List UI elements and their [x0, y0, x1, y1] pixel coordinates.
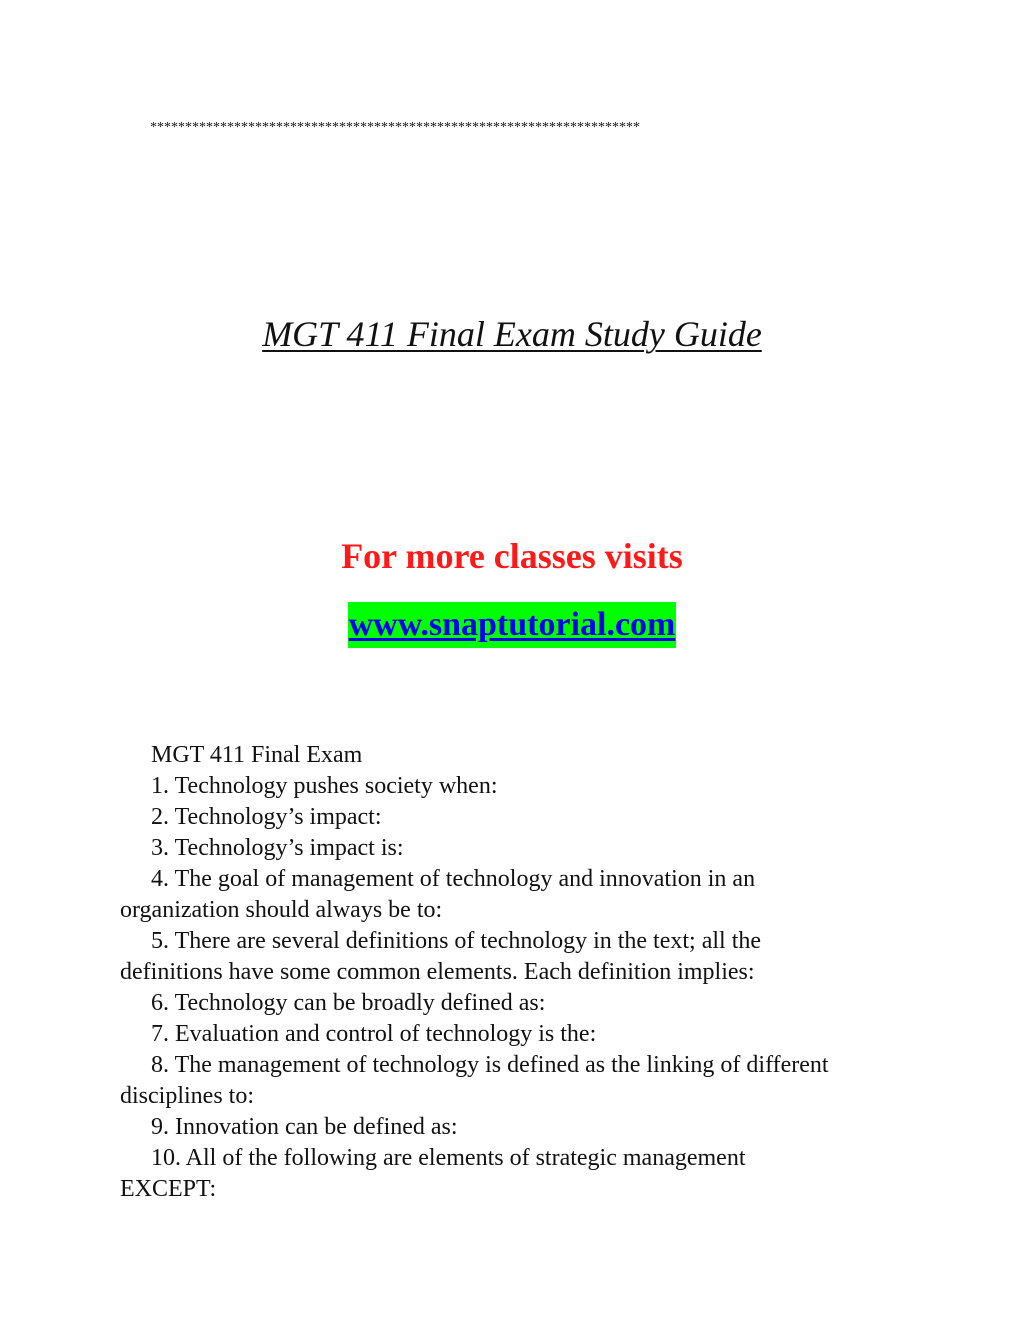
question-item: 6. Technology can be broadly defined as: — [151, 990, 546, 1016]
question-item: 5. There are several definitions of technology in the text; all the definitions have some common elements. Each definition implies: — [120, 928, 762, 985]
question-item: 9. Innovation can be defined as: — [151, 1114, 458, 1140]
promo-text: For more classes visits — [341, 536, 683, 576]
question-item: 8. The management of technology is defined as the linking of different disciplines to: — [120, 1052, 829, 1109]
question-item: 3. Technology’s impact is: — [151, 835, 404, 861]
asterisk-divider: ********************************************************************** — [150, 120, 640, 135]
question-item: 4. The goal of management of technology and innovation in an organization should always be to: — [120, 866, 756, 923]
exam-heading: MGT 411 Final Exam — [151, 742, 363, 768]
question-item: 7. Evaluation and control of technology is the: — [151, 1021, 597, 1047]
question-item: 1. Technology pushes society when: — [151, 773, 498, 799]
promo-link-container — [0, 602, 1024, 648]
snaptutorial-link[interactable]: www.snaptutorial.com — [348, 602, 677, 648]
exam-questions — [120, 740, 840, 1205]
document-title: MGT 411 Final Exam Study Guide — [262, 314, 762, 354]
question-item: 10. All of the following are elements of strategic management EXCEPT: — [120, 1145, 746, 1202]
question-item: 2. Technology’s impact: — [151, 804, 382, 830]
